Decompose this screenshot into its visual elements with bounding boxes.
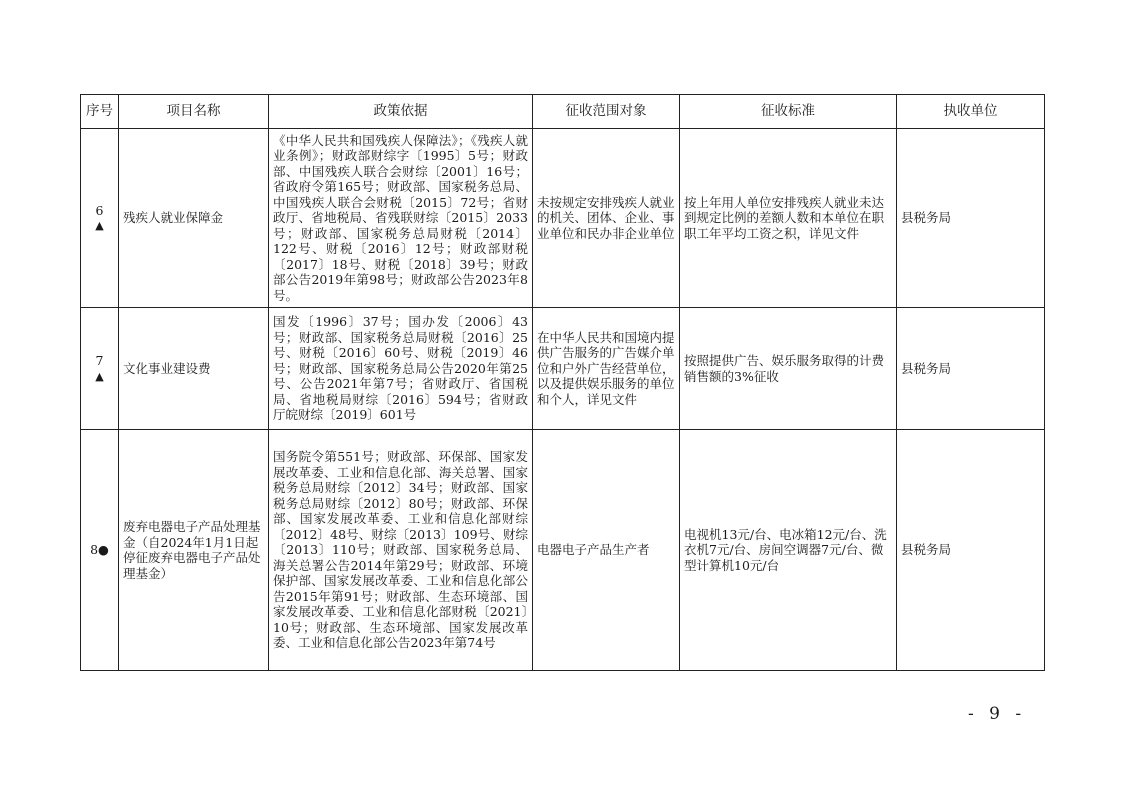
row-collecting-unit: 县税务局 bbox=[897, 308, 1045, 430]
triangle-marker-icon: ▲ bbox=[95, 219, 104, 232]
row-seq-cell bbox=[81, 129, 119, 308]
page-number: - 9 - bbox=[968, 704, 1027, 724]
table-row bbox=[81, 308, 1045, 430]
triangle-marker-icon: ▲ bbox=[95, 369, 104, 383]
header-item-name: 项目名称 bbox=[119, 95, 269, 129]
row-seq: 8 bbox=[90, 542, 99, 558]
circle-marker-icon: ● bbox=[98, 542, 109, 558]
row-policy-basis: 国务院令第551号；财政部、环保部、国家发展改革委、工业和信息化部、海关总署、国家税务总局财综〔2012〕34号；财政部、国家税务总局财综〔2012〕80号；财政部、环保部、国家发展改革委、工业和信息化部财综〔2012〕48号、财综〔2013〕109号、财综〔2013〕110号；财政部、国家税务总局、海关总署公告2014年第29号；财政部、环境保护部、国家发展改革委、工业和信息化部公告2015年第91号；财政部、生态环境部、国家发展改革委、工业和信息化部财税〔2021〕10号；财政部、生态环境部、国家发展改革委、工业和信息化部公告2023年第74号 bbox=[269, 430, 533, 671]
header-collection-standard: 征收标准 bbox=[680, 95, 897, 129]
table-row bbox=[81, 129, 1045, 308]
fee-table bbox=[80, 94, 1045, 671]
row-item-name: 残疾人就业保障金 bbox=[119, 129, 269, 308]
header-collection-scope: 征收范围对象 bbox=[533, 95, 680, 129]
row-collection-standard: 按照提供广告、娱乐服务取得的计费销售额的3%征收 bbox=[680, 308, 897, 430]
header-collecting-unit: 执收单位 bbox=[897, 95, 1045, 129]
table-row bbox=[81, 430, 1045, 671]
header-seq: 序号 bbox=[81, 95, 119, 129]
row-seq-cell bbox=[81, 308, 119, 430]
row-collecting-unit: 县税务局 bbox=[897, 129, 1045, 308]
header-policy-basis: 政策依据 bbox=[269, 95, 533, 129]
row-collection-scope: 未按规定安排残疾人就业的机关、团体、企业、事业单位和民办非企业单位 bbox=[533, 129, 680, 308]
row-collecting-unit: 县税务局 bbox=[897, 430, 1045, 671]
table-header-row bbox=[81, 95, 1045, 129]
row-seq-cell bbox=[81, 430, 119, 671]
row-seq: 6 bbox=[95, 202, 104, 218]
row-policy-basis: 《中华人民共和国残疾人保障法》；《残疾人就业条例》；财政部财综字〔1995〕5号；财政部、中国残疾人联合会财综〔2001〕16号；省政府令第165号；财政部、国家税务总局、中国残疾人联合会财税〔2015〕72号；省财政厅、省地税局、省残联财综〔2015〕2033号；财政部、国家税务总局财税〔2014〕122号、财税〔2016〕12号；财政部财税〔2017〕18号、财税〔2018〕39号；财政部公告2019年第98号；财政部公告2023年8号。 bbox=[269, 129, 533, 308]
row-collection-scope: 在中华人民共和国境内提供广告服务的广告媒介单位和户外广告经营单位，以及提供娱乐服务的单位和个人，详见文件 bbox=[533, 308, 680, 430]
row-seq: 7 bbox=[95, 353, 104, 368]
row-collection-scope: 电器电子产品生产者 bbox=[533, 430, 680, 671]
row-item-name: 文化事业建设费 bbox=[119, 308, 269, 430]
row-policy-basis: 国发〔1996〕37号；国办发〔2006〕43号；财政部、国家税务总局财税〔2016〕25号、财税〔2016〕60号、财税〔2019〕46号；财政部、国家税务总局公告2020年第25号、公告2021年第7号；省财政厅、省国税局、省地税局财综〔2016〕594号；省财政厅皖财综〔2019〕601号 bbox=[269, 308, 533, 430]
row-collection-standard: 按上年用人单位安排残疾人就业未达到规定比例的差额人数和本单位在职职工年平均工资之积，详见文件 bbox=[680, 129, 897, 308]
row-collection-standard: 电视机13元/台、电冰箱12元/台、洗衣机7元/台、房间空调器7元/台、微型计算机10元/台 bbox=[680, 430, 897, 671]
row-item-name: 废弃电器电子产品处理基金（自2024年1月1日起停征废弃电器电子产品处理基金） bbox=[119, 430, 269, 671]
